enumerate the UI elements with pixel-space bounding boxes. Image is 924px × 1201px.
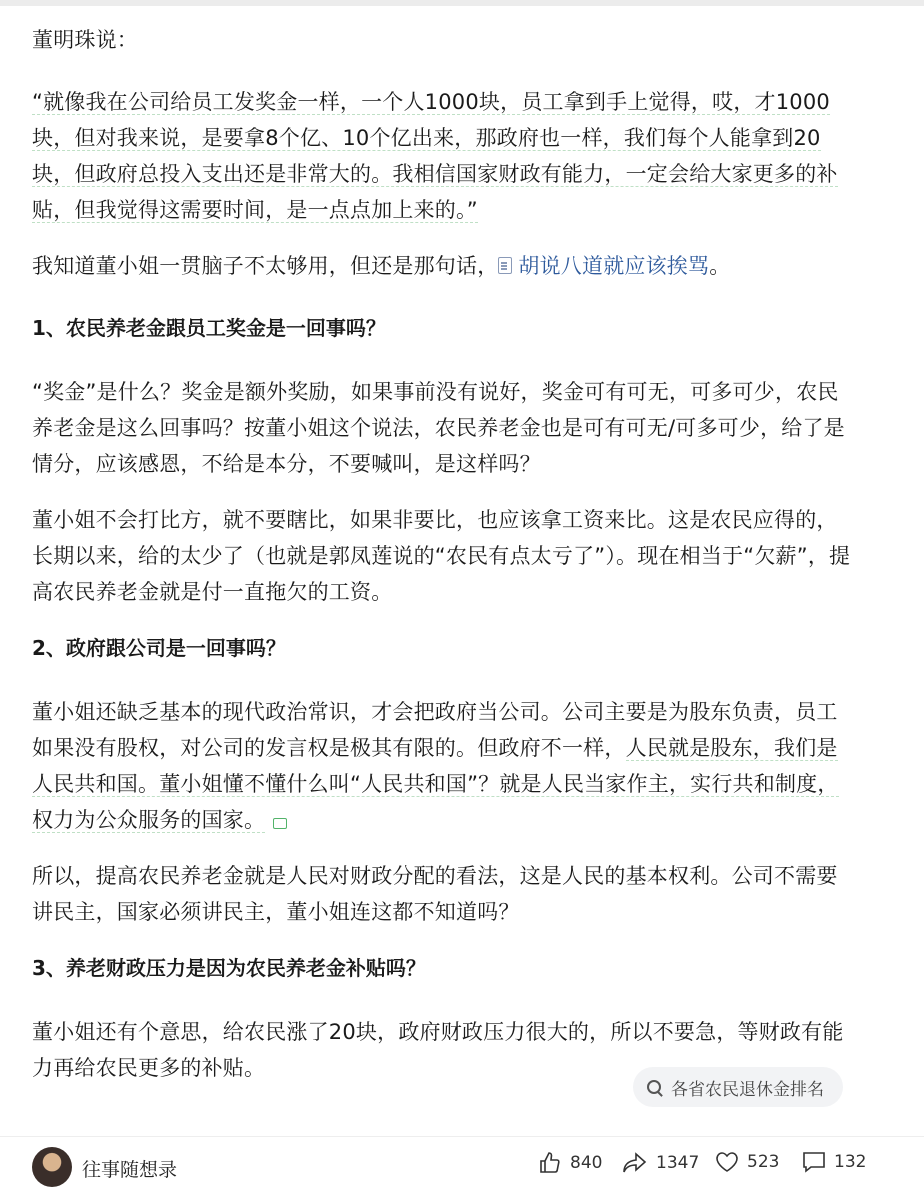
share-count: 1347 bbox=[656, 1153, 700, 1173]
like-count: 840 bbox=[570, 1153, 603, 1173]
section3-paragraph-1: 董小姐还有个意思，给农民涨了20块，政府财政压力很大的，所以不要急，等财政有能 力再给农民更多的补贴。 bbox=[32, 1020, 844, 1080]
speaker-line: 董明珠说： bbox=[32, 28, 138, 52]
comment-icon bbox=[802, 1151, 826, 1173]
content-fade bbox=[0, 1110, 924, 1136]
bottom-action-bar bbox=[0, 1136, 924, 1201]
favorite-count: 523 bbox=[747, 1152, 780, 1172]
thumbs-up-icon bbox=[538, 1151, 562, 1175]
section-heading-1: 1、农民养老金跟员工奖金是一回事吗？ bbox=[32, 316, 386, 340]
author-name[interactable]: 往事随想录 bbox=[82, 1159, 178, 1181]
article-link[interactable]: 胡说八道就应该挨骂 bbox=[498, 254, 709, 278]
intro-paragraph: 我知道董小姐一贯脑子不太够用，但还是那句话， 胡说八道就应该挨骂。 bbox=[32, 254, 731, 278]
section1-paragraph-2: 董小姐不会打比方，就不要瞎比，如果非要比，也应该拿工资来比。这是农民应得的， 长期以来，给的太少了（也就是郭凤莲说的“农民有点太亏了”）。现在相当于“欠薪”，提 高农民养老金就是付一直拖欠的工资。 bbox=[32, 508, 851, 604]
heart-icon bbox=[715, 1151, 739, 1173]
like-button[interactable] bbox=[538, 1151, 602, 1175]
document-icon bbox=[498, 257, 512, 274]
top-divider bbox=[0, 0, 924, 6]
share-arrow-icon bbox=[622, 1151, 648, 1175]
section2-paragraph-2: 所以，提高农民养老金就是人民对财政分配的看法，这是人民的基本权利。公司不需要 讲民主，国家必须讲民主，董小姐连这都不知道吗？ bbox=[32, 864, 838, 924]
quote-paragraph: “就像我在公司给员工发奖金一样，一个人1000块，员工拿到手上觉得，哎，才1000 块，但对我来说，是要拿8个亿、10个亿出来，那政府也一样，我们每个人能拿到20 块，但政府总投入支出还是非常大的。我相信国家财政有能力，一定会给大家更多的补 贴，但我觉得这需要时间，是一点点加上来的。” bbox=[32, 90, 838, 222]
favorite-button[interactable] bbox=[715, 1151, 779, 1173]
section2-paragraph-1: 董小姐还缺乏基本的现代政治常识，才会把政府当公司。公司主要是为股东负责，员工 如果没有股权，对公司的发言权是极其有限的。但政府不一样，人民就是股东，我们是 人民共和国。董小姐懂不懂什么叫“人民共和国”？就是人民当家作主，实行共和制度， 权力为公众服务的国家。 bbox=[32, 700, 839, 832]
related-search-chip[interactable]: 各省农民退休金排名 bbox=[633, 1067, 843, 1107]
search-icon bbox=[647, 1080, 661, 1094]
section1-paragraph-1: “奖金”是什么？奖金是额外奖励，如果事前没有说好，奖金可有可无，可多可少，农民 养老金是这么回事吗？按董小姐这个说法，农民养老金也是可有可无/可多可少，给了是 情分，应该感恩，不给是本分，不要喊叫，是这样吗？ bbox=[32, 380, 845, 476]
avatar[interactable] bbox=[32, 1147, 72, 1187]
section-heading-2: 2、政府跟公司是一回事吗？ bbox=[32, 636, 286, 660]
section-heading-3: 3、养老财政压力是因为农民养老金补贴吗？ bbox=[32, 956, 426, 980]
comment-marker-icon[interactable] bbox=[273, 818, 287, 829]
comment-count: 132 bbox=[834, 1152, 867, 1172]
comment-button[interactable] bbox=[802, 1151, 866, 1173]
share-button[interactable] bbox=[622, 1151, 699, 1175]
